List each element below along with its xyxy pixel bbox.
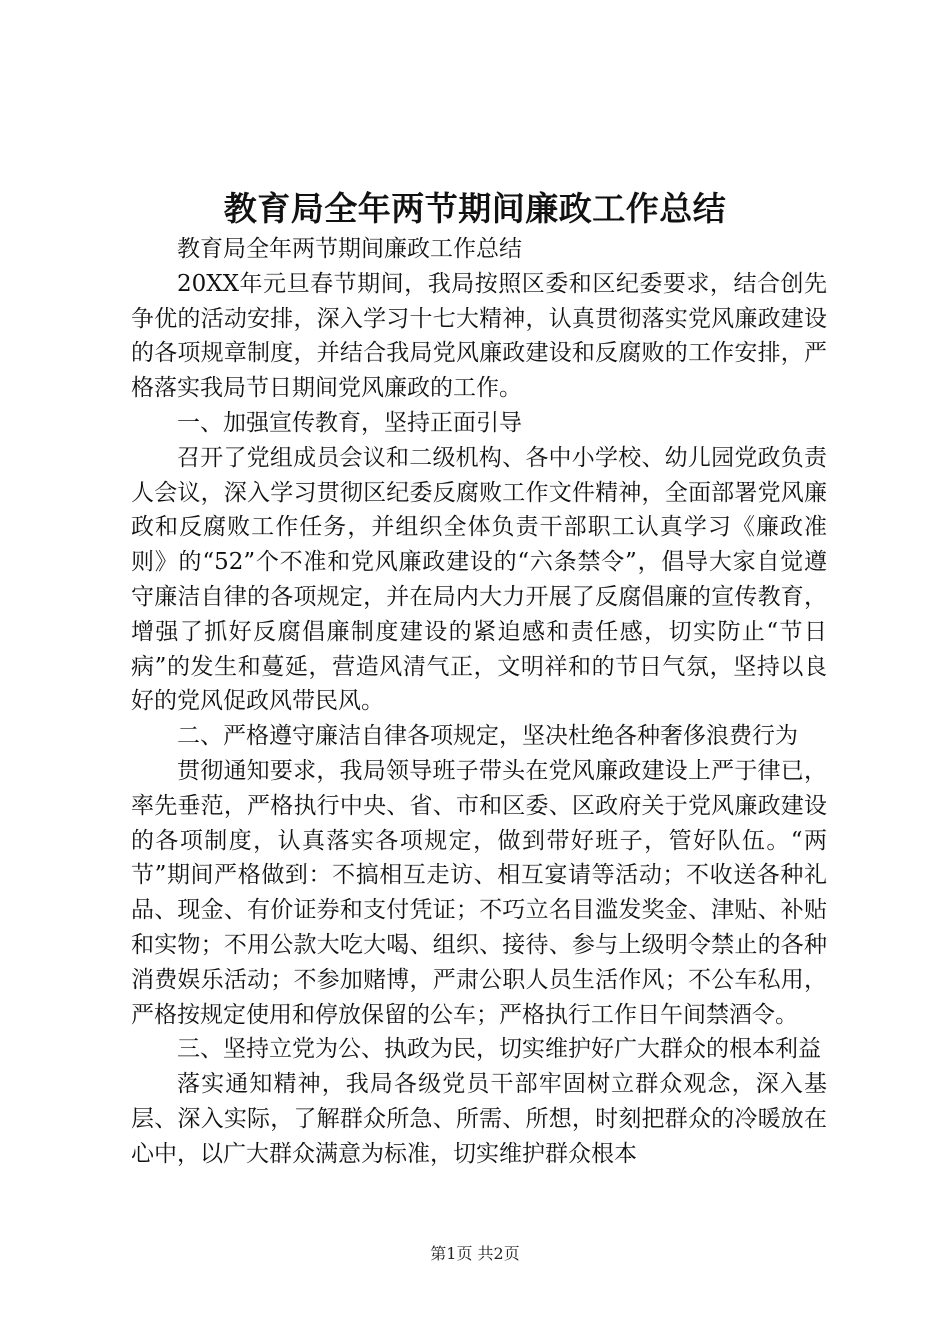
section-heading-2: 二、严格遵守廉洁自律各项规定，坚决杜绝各种奢侈浪费行为 [177, 723, 798, 750]
section-body-2: 贯彻通知要求，我局领导班子带头在党风廉政建设上严于律已，率先垂范，严格执行中央、省、市和区委、区政府关于党风廉政建设的各项制度，认真落实各项规定，做到带好班子，管好队伍。“两节”期间严格做到：不搞相互走访、相互宴请等活动；不收送各种礼品、现金、有价证券和支付凭证；不巧立名目滥发奖金、津贴、补贴和实物；不用公款大吃大喝、组织、接待、参与上级明令禁止的各种消费娱乐活动；不参加赌博，严肃公职人员生活作风；不公车私用，严格按规定使用和停放保留的公车；严格执行工作日午间禁酒令。 [131, 757, 827, 1028]
document-body [131, 232, 827, 1172]
section-heading-1: 一、加强宣传教育，坚持正面引导 [177, 409, 522, 436]
page-number-footer: 第1页 共2页 [430, 1244, 520, 1263]
document-title: 教育局全年两节期间廉政工作总结 [223, 189, 727, 228]
section-body-1: 召开了党组成员会议和二级机构、各中小学校、幼儿园党政负责人会议，深入学习贯彻区纪委反腐败工作文件精神，全面部署党风廉政和反腐败工作任务，并组织全体负责干部职工认真学习《廉政准则》的“52”个不准和党风廉政建设的“六条禁令”，倡导大家自觉遵守廉洁自律的各项规定，并在局内大力开展了反腐倡廉的宣传教育，增强了抓好反腐倡廉制度建设的紧迫感和责任感，切实防止“节日病”的发生和蔓延，营造风清气正，文明祥和的节日气氛，坚持以良好的党风促政风带民风。 [131, 444, 827, 715]
section-heading-3: 三、坚持立党为公、执政为民，切实维护好广大群众的根本利益 [177, 1036, 821, 1063]
intro-paragraph: 20XX年元旦春节期间，我局按照区委和区纪委要求，结合创先争优的活动安排，深入学习十七大精神，认真贯彻落实党风廉政建设的各项规章制度，并结合我局党风廉政建设和反腐败的工作安排，严格落实我局节日期间党风廉政的工作。 [131, 270, 827, 402]
section-body-3: 落实通知精神，我局各级党员干部牢固树立群众观念，深入基层、深入实际，了解群众所急、所需、所想，时刻把群众的冷暖放在心中，以广大群众满意为标准，切实维护群众根本 [131, 1071, 827, 1167]
subtitle-paragraph: 教育局全年两节期间廉政工作总结 [177, 236, 522, 262]
